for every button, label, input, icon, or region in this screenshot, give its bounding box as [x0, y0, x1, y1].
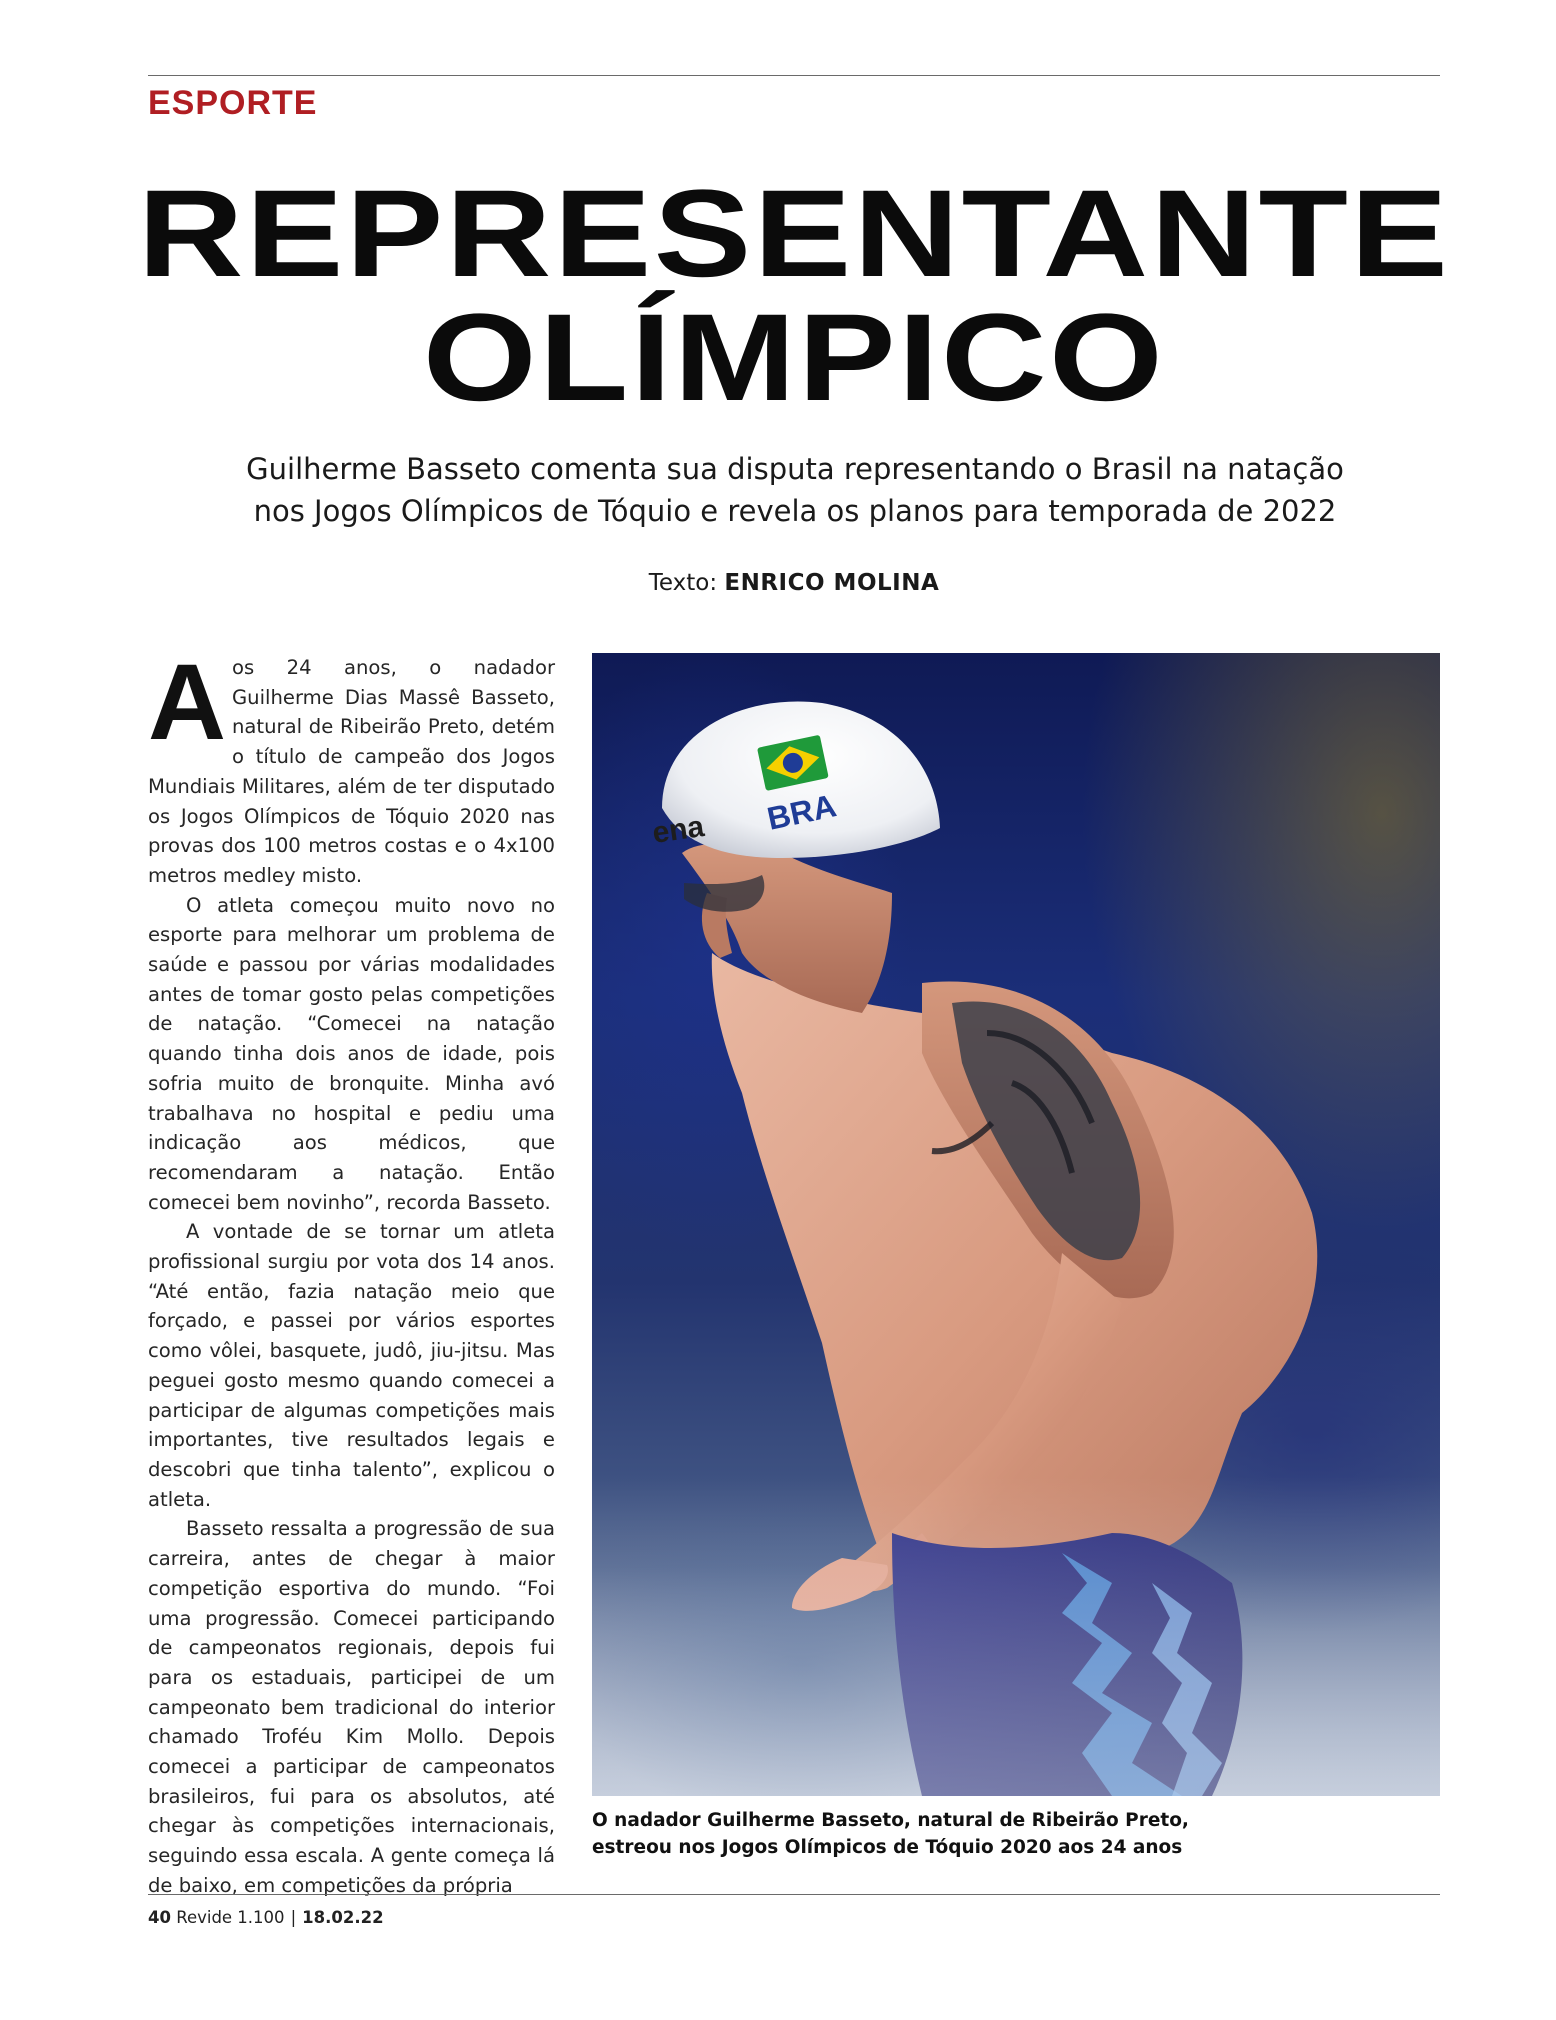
byline [148, 570, 1440, 596]
page-number: 40 [148, 1908, 171, 1927]
headline-line-1: REPRESENTANTE [137, 165, 1451, 303]
caption-line-2: estreou nos Jogos Olímpicos de Tóquio 2020 aos 24 anos [592, 1837, 1183, 1858]
swimmer-photo [592, 653, 1440, 1796]
drop-cap: A [148, 641, 226, 762]
caption-line-1: O nadador Guilherme Basseto, natural de Ribeirão Preto, [592, 1810, 1189, 1831]
article-paragraph: A vontade de se tornar um atleta profissional surgiu por vota dos 14 anos. “Até então, fazia natação meio que forçado, e passei por vários esportes como vôlei, basquete, judô, jiu-jitsu. Mas peguei gosto mesmo quando comecei a participar de algumas competições mais importantes, tive resultados legais e descobri que tinha talento”, explicou o atleta. [148, 1220, 555, 1511]
issue-date: 18.02.22 [302, 1908, 384, 1927]
page-footer [148, 1908, 384, 1927]
magazine-issue: Revide 1.100 [176, 1908, 285, 1927]
headline [32, 165, 1556, 427]
subtitle-line-2: nos Jogos Olímpicos de Tóquio e revela os planos para temporada de 2022 [253, 494, 1337, 528]
subtitle-line-1: Guilherme Basseto comenta sua disputa representando o Brasil na natação [246, 452, 1344, 486]
subtitle [170, 448, 1420, 532]
top-rule [148, 75, 1440, 76]
footer-separator: | [290, 1908, 297, 1927]
headline-line-2: OLÍMPICO [422, 289, 1166, 427]
byline-label: Texto: [648, 570, 718, 596]
byline-author: ENRICO MOLINA [724, 570, 940, 596]
article-paragraph: O atleta começou muito novo no esporte para melhorar um problema de saúde e passou por várias modalidades antes de tomar gosto pelas competições de natação. “Comecei na natação quando tinha dois anos de idade, pois sofria muito de bronquite. Minha avó trabalhava no hospital e pediu uma indicação aos médicos, que recomendaram a natação. Então comecei bem novinho”, recorda Basseto. [148, 893, 555, 1214]
swimmer-illustration [592, 653, 1440, 1796]
article-paragraph: Basseto ressalta a progressão de sua carreira, antes de chegar à maior competição esportiva do mundo. “Foi uma progressão. Comecei participando de campeonatos regionais, depois fui para os estaduais, participei de um campeonato bem tradicional do interior chamado Troféu Kim Mollo. Depois comecei a participar de campeonatos brasileiros, fui para os absolutos, até chegar às competições internacionais, seguindo essa escala. A gente começa lá de baixo, em competições da própria [148, 1517, 555, 1897]
section-label: ESPORTE [148, 84, 318, 122]
paragraph-text: os 24 anos, o nadador Guilherme Dias Massê Basseto, natural de Ribeirão Preto, detém o título de campeão dos Jogos Mundiais Militares, além de ter disputado os Jogos Olímpicos de Tóquio 2020 nas provas dos 100 metros costas e o 4x100 metros medley misto. [148, 656, 555, 887]
photo-caption [592, 1807, 1440, 1861]
article-body [148, 641, 555, 1897]
bottom-rule [148, 1894, 1440, 1895]
article-paragraph [148, 641, 555, 891]
